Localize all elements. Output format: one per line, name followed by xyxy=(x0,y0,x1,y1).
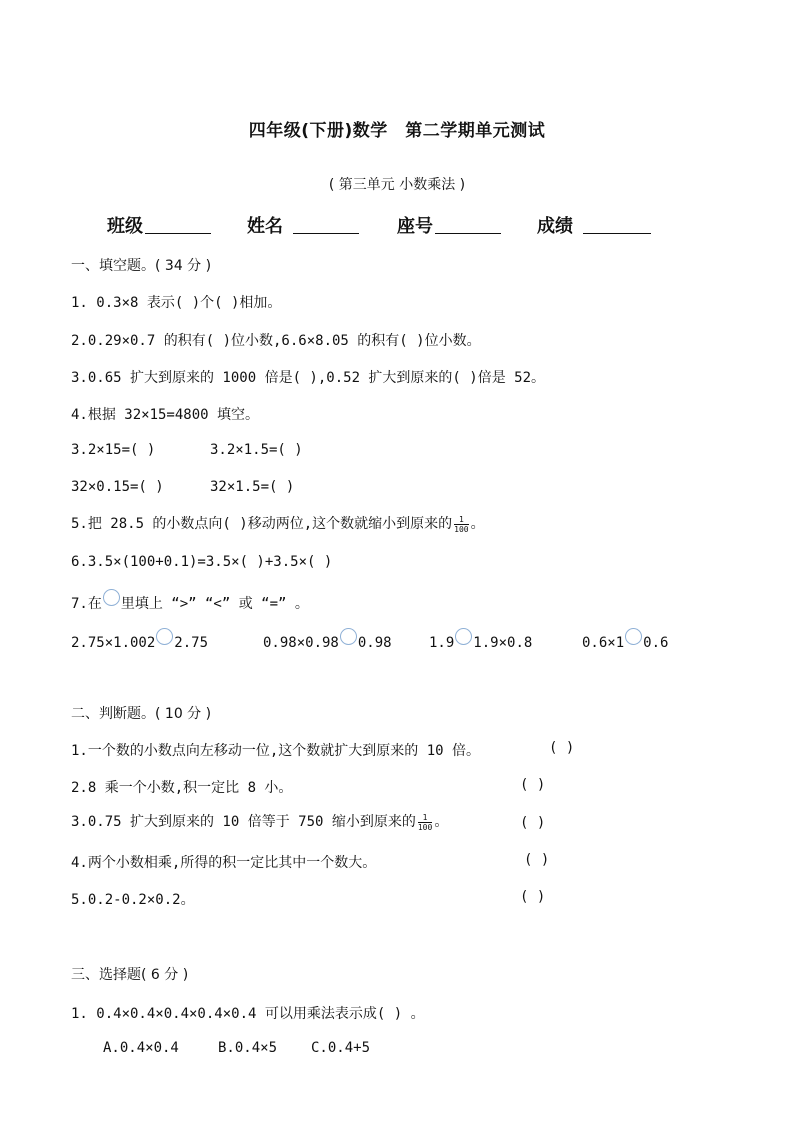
question-1-4a: 3.2×15=( ) xyxy=(71,442,156,458)
choice-option-b[interactable]: B.0.4×5 xyxy=(218,1040,278,1056)
question-1-4: 4.根据 32×15=4800 填空。 xyxy=(71,407,260,423)
fraction-denominator: 100 xyxy=(417,822,433,832)
compare-d-circle[interactable] xyxy=(625,628,642,645)
judge-answer-4[interactable]: ( ) xyxy=(524,852,550,868)
compare-c-right: 1.9×0.8 xyxy=(473,635,533,651)
score-field xyxy=(537,212,651,238)
judge-item-3-end: 。 xyxy=(434,814,449,830)
judge-item-4: 4.两个小数相乘,所得的积一定比其中一个数大。 xyxy=(71,855,377,871)
fraction xyxy=(418,813,432,832)
name-blank[interactable] xyxy=(293,215,359,234)
judge-item-3 xyxy=(71,811,448,832)
question-1-7-pre: 7.在 xyxy=(71,596,102,612)
fraction-numerator: 1 xyxy=(454,515,468,525)
section2-heading: 二、判断题。( 10 分 ) xyxy=(71,706,212,722)
judge-item-3-text: 3.0.75 扩大到原来的 10 倍等于 750 缩小到原来的 xyxy=(71,814,416,830)
judge-answer-1[interactable]: ( ) xyxy=(549,740,575,756)
question-1-3: 3.0.65 扩大到原来的 1000 倍是( ),0.52 扩大到原来的( )倍是 52。 xyxy=(71,370,546,386)
section3-heading: 三、选择题( 6 分 ) xyxy=(71,967,189,983)
compare-circle-icon xyxy=(103,589,120,606)
question-1-1: 1. 0.3×8 表示( )个( )相加。 xyxy=(71,295,282,311)
seat-field xyxy=(397,212,501,238)
name-label: 姓名 xyxy=(247,216,283,237)
class-field xyxy=(107,212,211,238)
question-1-4c: 32×0.15=( ) xyxy=(71,479,164,495)
compare-c-circle[interactable] xyxy=(455,628,472,645)
question-1-2: 2.0.29×0.7 的积有( )位小数,6.6×8.05 的积有( )位小数。 xyxy=(71,333,481,349)
compare-b-circle[interactable] xyxy=(340,628,357,645)
page-subtitle: ( 第三单元 小数乘法 ) xyxy=(328,177,466,193)
question-1-7-post: 里填上 “>” “<” 或 “=” 。 xyxy=(120,596,309,612)
compare-item-c xyxy=(429,628,532,651)
judge-answer-3[interactable]: ( ) xyxy=(520,815,546,831)
compare-item-a xyxy=(71,628,208,651)
question-1-5 xyxy=(71,513,485,534)
compare-d-left: 0.6×1 xyxy=(582,635,625,651)
page-title: 四年级(下册)数学 第二学期单元测试 xyxy=(248,121,546,141)
choice-option-a[interactable]: A.0.4×0.4 xyxy=(103,1040,179,1056)
judge-answer-5[interactable]: ( ) xyxy=(520,889,546,905)
question-1-4d: 32×1.5=( ) xyxy=(210,479,295,495)
compare-a-left: 2.75×1.002 xyxy=(71,635,156,651)
judge-item-1: 1.一个数的小数点向左移动一位,这个数就扩大到原来的 10 倍。 xyxy=(71,743,480,759)
choice-question-1: 1. 0.4×0.4×0.4×0.4×0.4 可以用乘法表示成( ) 。 xyxy=(71,1006,425,1022)
compare-a-right: 2.75 xyxy=(174,635,209,651)
class-label: 班级 xyxy=(107,216,143,237)
compare-item-d xyxy=(582,628,668,651)
judge-item-5: 5.0.2-0.2×0.2。 xyxy=(71,892,195,908)
name-field xyxy=(247,212,359,238)
compare-b-left: 0.98×0.98 xyxy=(263,635,339,651)
compare-d-right: 0.6 xyxy=(643,635,669,651)
choice-option-c[interactable]: C.0.4+5 xyxy=(311,1040,371,1056)
question-1-5-text: 5.把 28.5 的小数点向( )移动两位,这个数就缩小到原来的 xyxy=(71,516,453,532)
compare-b-right: 0.98 xyxy=(357,635,392,651)
class-blank[interactable] xyxy=(145,215,211,234)
fraction xyxy=(454,515,468,534)
fraction-denominator: 100 xyxy=(454,524,469,534)
fraction-numerator: 1 xyxy=(418,813,432,823)
question-1-4b: 3.2×1.5=( ) xyxy=(210,442,303,458)
judge-item-2: 2.8 乘一个小数,积一定比 8 小。 xyxy=(71,780,293,796)
score-blank[interactable] xyxy=(583,215,651,234)
question-1-7 xyxy=(71,589,309,613)
seat-label: 座号 xyxy=(397,216,433,237)
seat-blank[interactable] xyxy=(435,215,501,234)
question-1-5-end: 。 xyxy=(470,516,485,532)
compare-a-circle[interactable] xyxy=(156,628,173,645)
compare-c-left: 1.9 xyxy=(429,635,455,651)
question-1-6: 6.3.5×(100+0.1)=3.5×( )+3.5×( ) xyxy=(71,554,333,570)
section1-heading: 一、填空题。( 34 分 ) xyxy=(71,258,212,274)
compare-item-b xyxy=(263,628,392,651)
score-label: 成绩 xyxy=(537,216,573,237)
judge-answer-2[interactable]: ( ) xyxy=(520,777,546,793)
